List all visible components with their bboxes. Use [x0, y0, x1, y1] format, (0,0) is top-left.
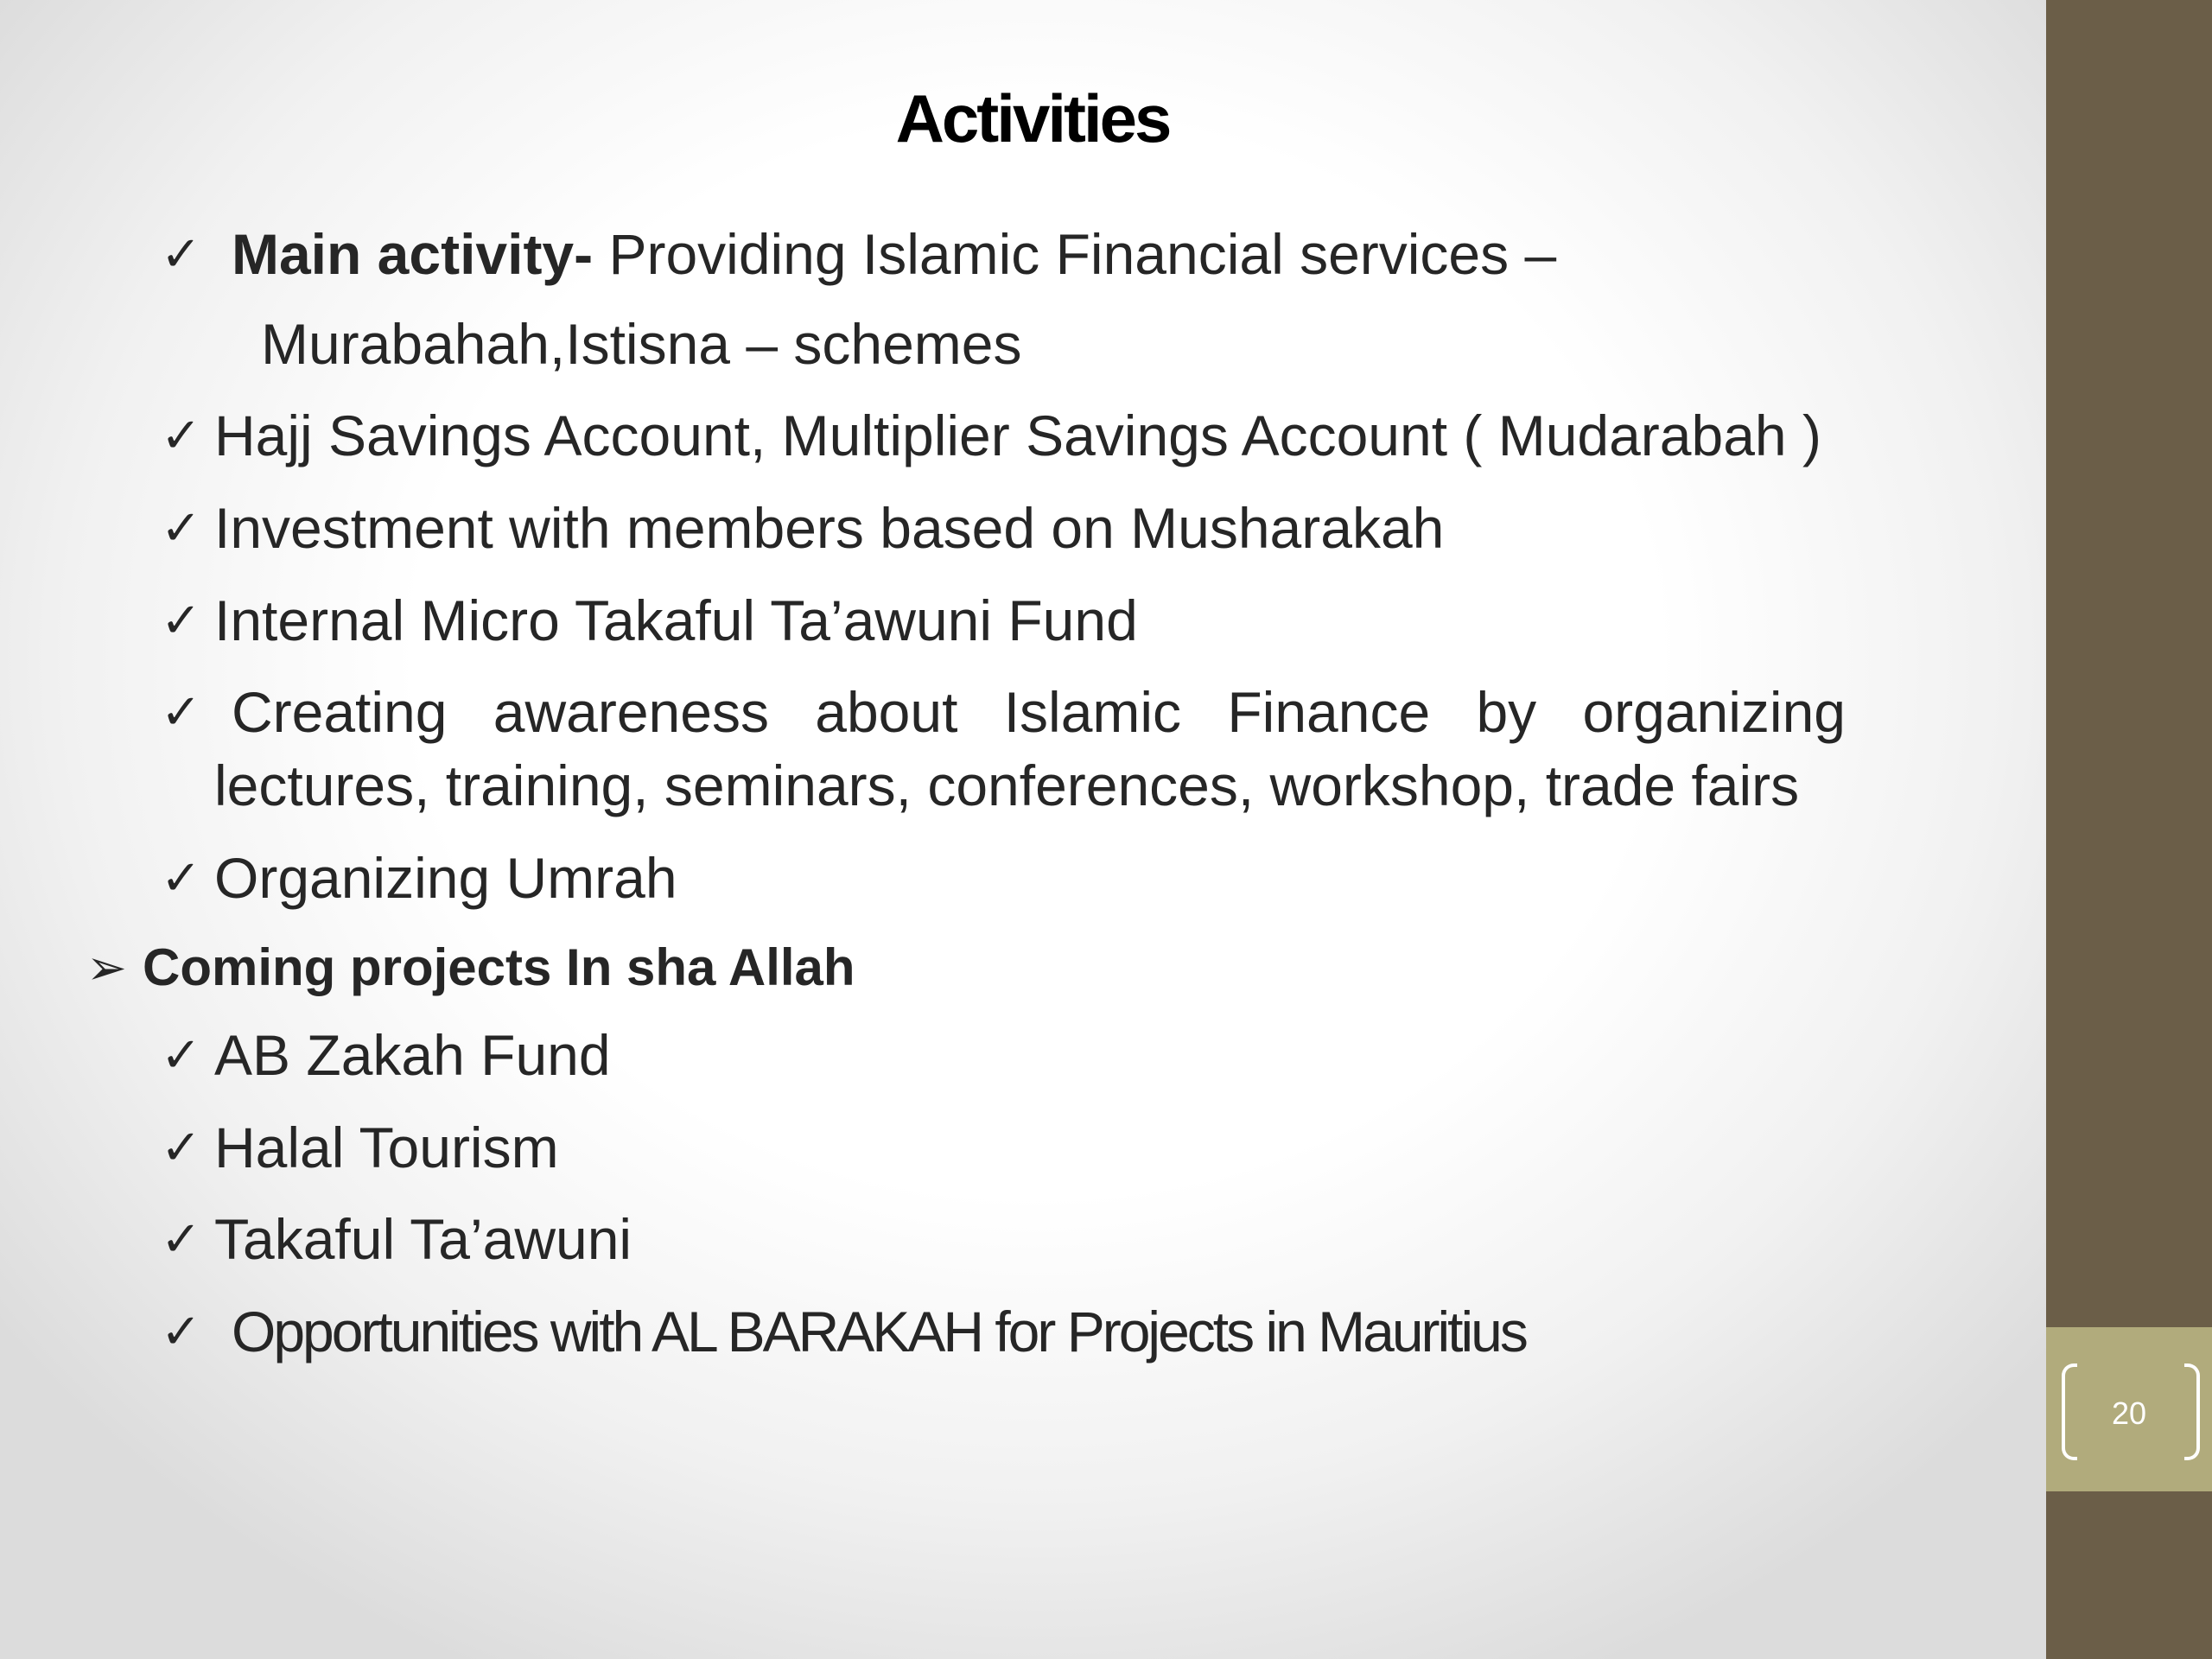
- check-icon: ✓: [161, 1120, 201, 1174]
- bullet-awareness-line2: lectures, training, seminars, conferences, workshop, trade fairs: [214, 753, 1800, 817]
- arrow-bullet-icon: ➢: [86, 940, 127, 995]
- bullet-umrah: Organizing Umrah: [214, 846, 677, 910]
- check-icon: ✓: [161, 226, 201, 281]
- page-number: 20: [2111, 1395, 2147, 1431]
- bullet-main-activity: [232, 219, 1556, 289]
- main-activity-text: Providing Islamic Financial services –: [593, 222, 1557, 286]
- check-icon: ✓: [161, 500, 201, 555]
- check-icon: ✓: [161, 1304, 201, 1358]
- check-icon: ✓: [161, 850, 201, 905]
- check-icon: ✓: [161, 1211, 201, 1266]
- project-item: Takaful Ta’awuni: [214, 1207, 632, 1271]
- project-item: AB Zakah Fund: [214, 1023, 611, 1087]
- main-activity-label: Main activity-: [232, 222, 594, 286]
- coming-projects-heading: Coming projects In sha Allah: [143, 938, 855, 996]
- bullet-investment: Investment with members based on Musharakah: [214, 496, 1445, 560]
- check-icon: ✓: [161, 1027, 201, 1082]
- check-icon: ✓: [161, 684, 201, 739]
- check-icon: ✓: [161, 408, 201, 462]
- project-item: Halal Tourism: [214, 1116, 559, 1179]
- page-number-box: [2046, 1327, 2212, 1491]
- bullet-awareness-line1: Creating awareness about Islamic Finance by organizing: [232, 680, 1846, 744]
- bullet-main-activity-continued: Murabahah,Istisna – schemes: [261, 312, 1022, 376]
- bullet-savings: Hajj Savings Account, Multiplier Savings Account ( Mudarabah ): [214, 404, 1821, 467]
- slide-title: Activities: [895, 80, 1170, 156]
- project-item: Opportunities with AL BARAKAH for Projects in Mauritius: [232, 1300, 1526, 1363]
- check-icon: ✓: [161, 593, 201, 647]
- bullet-takaful-fund: Internal Micro Takaful Ta’awuni Fund: [214, 588, 1138, 652]
